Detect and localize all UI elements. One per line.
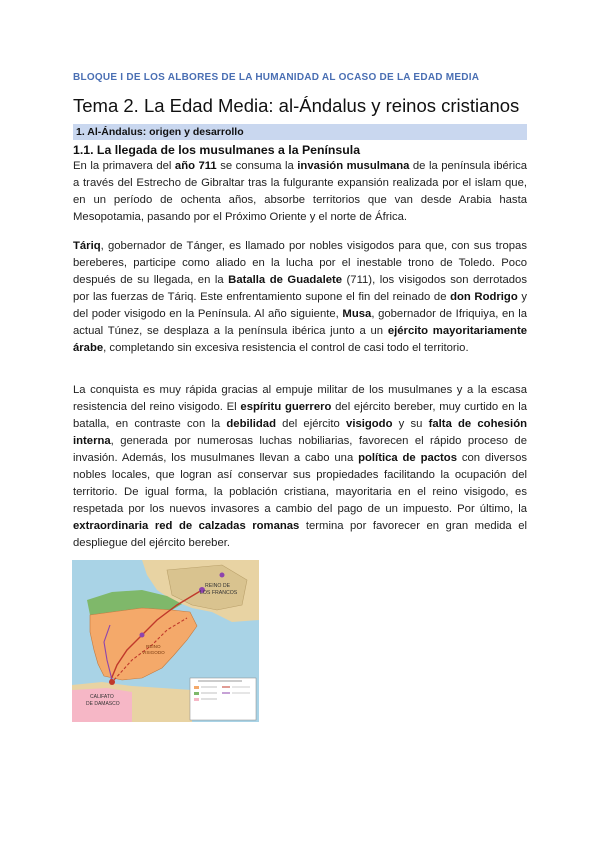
- text-run: , generada por numerosas luchas nobiliarias, favorecen el rápido proceso de invasión. Además, los musulmanes llevan a cabo una: [73, 435, 527, 464]
- bold-term: Batalla de Guadalete: [228, 274, 343, 286]
- text-run: La conquista es muy rápida gracias al empuje militar de los musulmanes y a la escasa resistencia del reino visigodo. El: [73, 384, 527, 413]
- text-run: termina por favorecer en gran medida el despliegue del ejército bereber.: [73, 520, 528, 549]
- bold-term: visigodo: [346, 418, 393, 430]
- map-legend-swatch-1: [194, 686, 199, 689]
- text-run: , completando sin excesiva resistencia el control de casi todo el territorio.: [103, 342, 469, 354]
- map-label-francos-1: REINO DE: [205, 583, 231, 589]
- text-run: de la península ibérica a través del Estrecho de Gibraltar tras la fulgurante expansión realizada por el islam que, en un período de ochenta años, absorbe territorios que van desde Arabia hasta Mesopotamia, pasando por el Próximo Oriente y el norte de África.: [73, 160, 528, 223]
- text-run: y del poder visigodo en la Península. Al año siguiente,: [73, 291, 527, 320]
- subsection-heading: 1.1. La llegada de los musulmanes a la Península: [73, 143, 361, 157]
- map-label-califato-1: CALIFATO: [90, 694, 114, 700]
- conquest-map-image: [72, 560, 259, 722]
- bold-term: ejército mayoritariamente árabe: [73, 325, 527, 354]
- bold-term: extraordinaria red de calzadas romanas: [73, 520, 300, 532]
- text-run: (711), los visigodos son derrotados por las fuerzas de Táriq. Este enfrentamiento supone el fin del reinado de: [73, 274, 527, 303]
- map-label-reino-2: VISIGODO: [142, 650, 165, 655]
- bold-term: falta de cohesión interna: [73, 418, 527, 447]
- bold-term: debilidad: [226, 418, 276, 430]
- paragraph-1: [73, 158, 527, 226]
- text-run: En la primavera del: [73, 160, 175, 172]
- map-legend-swatch-3: [194, 698, 199, 701]
- bold-term: política de pactos: [358, 452, 457, 464]
- page-title: Tema 2. La Edad Media: al-Ándalus y reinos cristianos: [73, 95, 520, 116]
- text-run: y su: [392, 418, 429, 430]
- bold-term: espíritu guerrero: [240, 401, 332, 413]
- bold-term: Táriq: [73, 240, 101, 252]
- map-legend: [190, 678, 256, 720]
- bold-term: don Rodrigo: [450, 291, 518, 303]
- text-run: del ejército: [275, 418, 347, 430]
- text-run: con diversos nobles locales, que logran así conservar sus propiedades facilitando la ocupación del territorio. De igual forma, la población cristiana, mayoritaria en el reino visigodo, es respetada por los nuevos invasores a cambio del pago de un impuesto. Por último, la: [73, 452, 527, 515]
- map-point-4: [220, 573, 225, 578]
- map-label-califato-2: DE DAMASCO: [86, 701, 120, 707]
- bold-term: año 711: [174, 160, 217, 172]
- map-point-2: [140, 633, 145, 638]
- paragraph-2: [73, 238, 527, 357]
- bold-term: invasión musulmana: [297, 160, 410, 172]
- map-label-francos-2: LOS FRANCOS: [200, 590, 238, 596]
- bold-term: Musa: [342, 308, 372, 320]
- text-run: se consuma la: [216, 160, 298, 172]
- paragraph-3: [73, 382, 527, 552]
- text-run: , gobernador de Ifriquiya, en la actual Túnez, se desplaza a la península ibérica junto a un: [73, 308, 527, 337]
- map-label-reino-1: REINO: [146, 644, 161, 649]
- map-legend-swatch-2: [194, 692, 199, 695]
- text-run: , gobernador de Tánger, es llamado por nobles visigodos para que, con sus tropas bereberes, participe como aliado en la lucha por el inestable trono de Toledo. Poco después de su llegada, en la: [73, 240, 527, 286]
- text-run: del ejército bereber, muy curtido en la batalla, en contraste con la: [73, 401, 527, 430]
- section-heading: 1. Al-Ándalus: origen y desarrollo: [76, 126, 244, 138]
- block-header: BLOQUE I DE LOS ALBORES DE LA HUMANIDAD AL OCASO DE LA EDAD MEDIA: [73, 72, 480, 83]
- map-point-3: [109, 679, 115, 685]
